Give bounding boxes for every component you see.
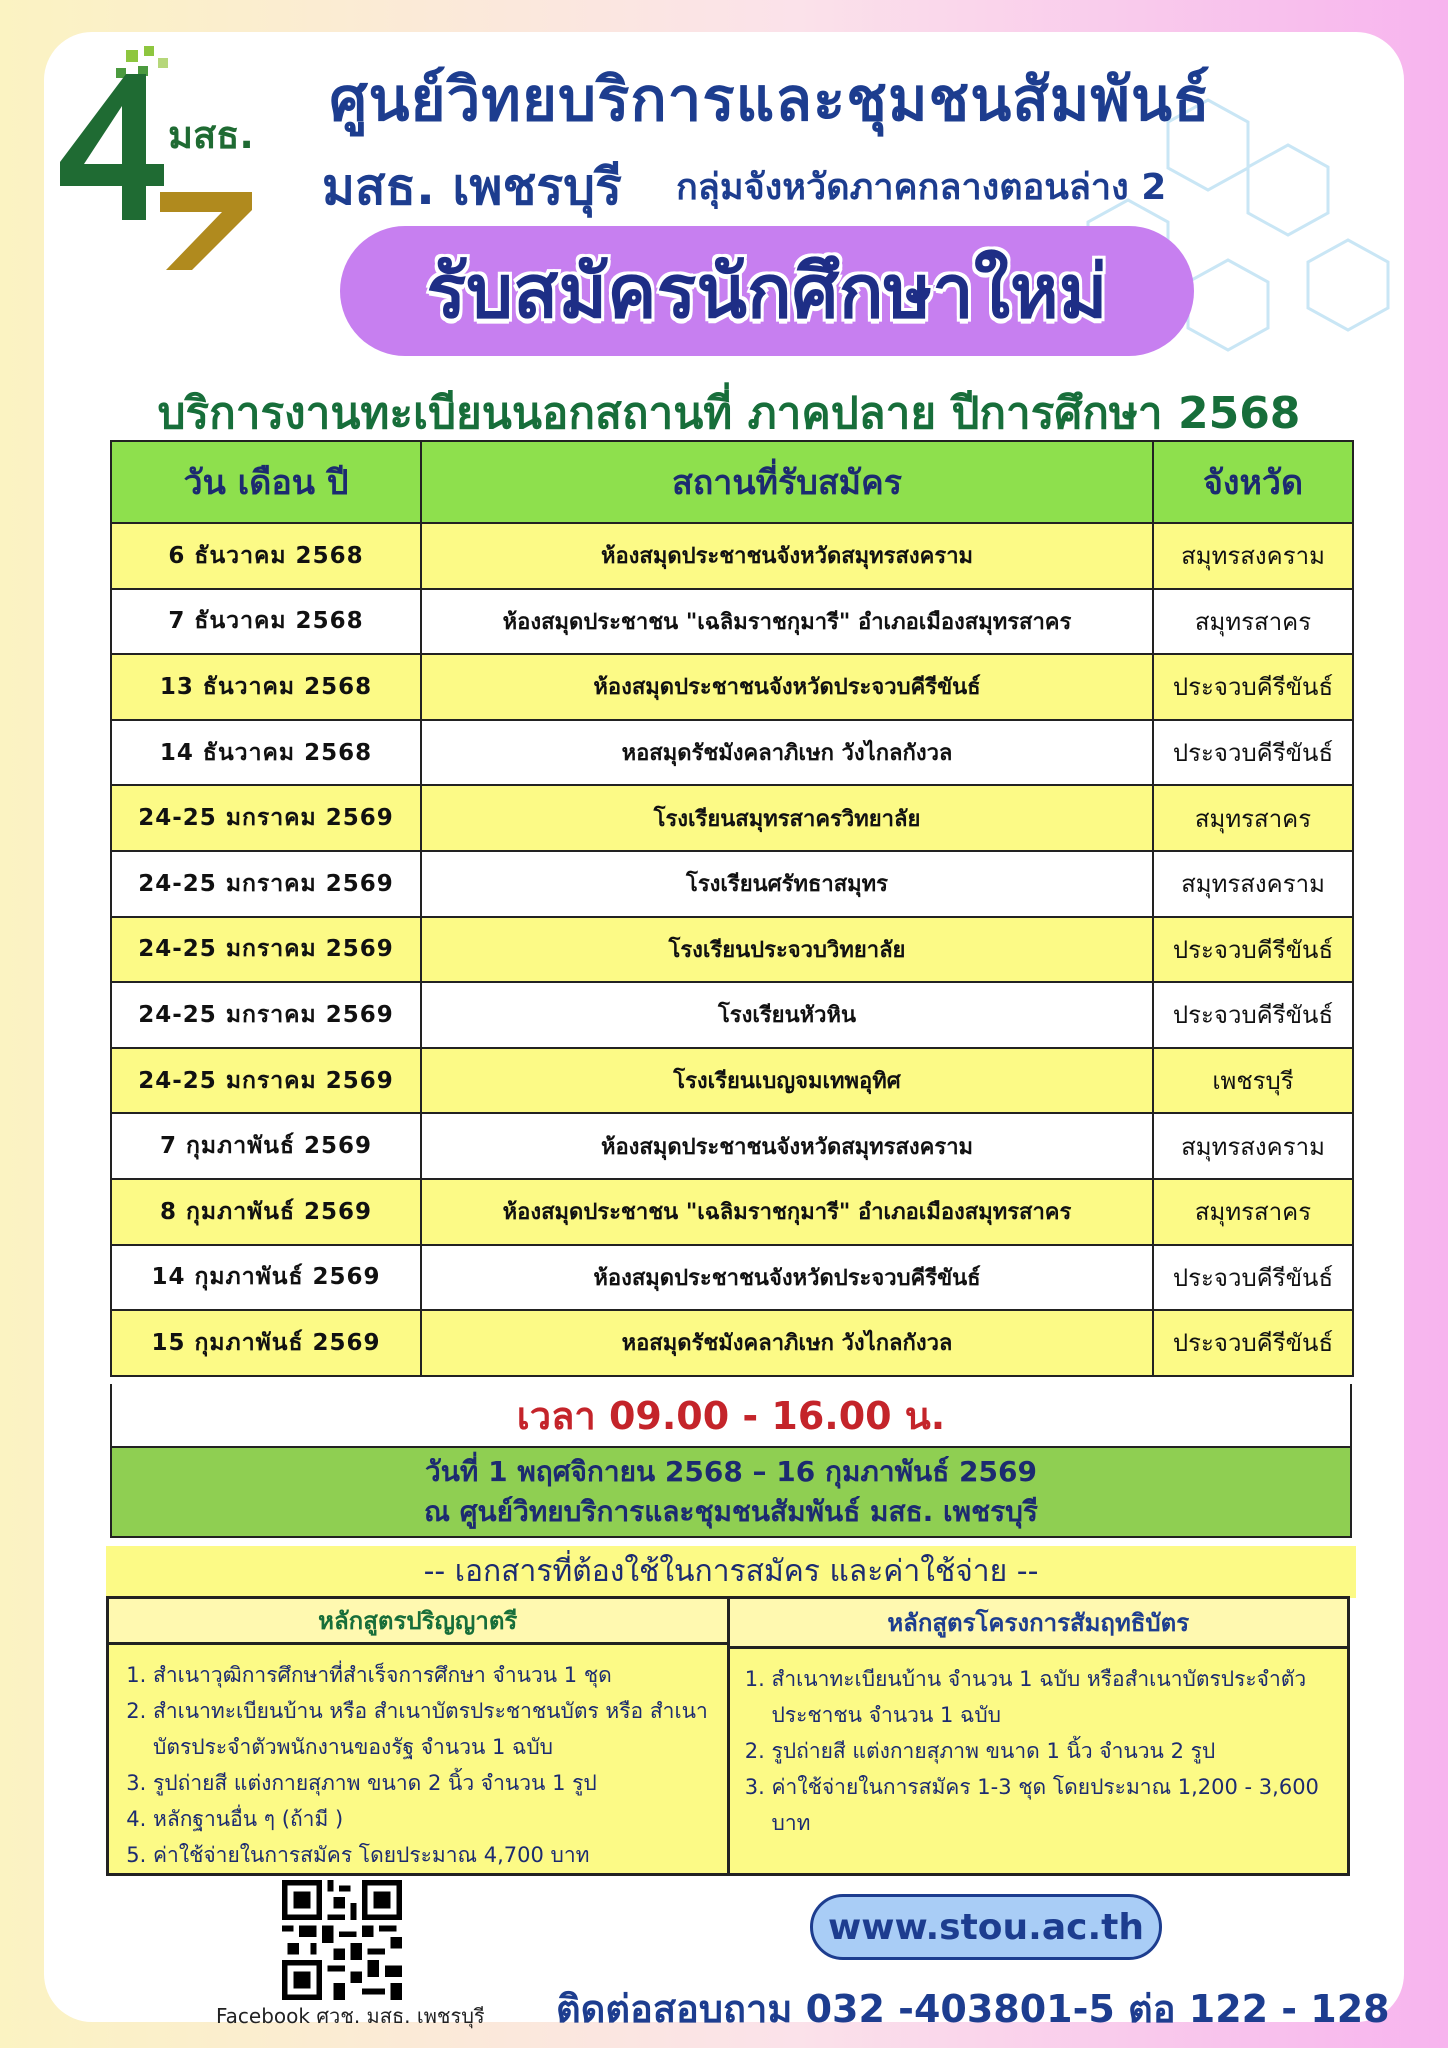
header-place: สถานที่รับสมัคร <box>421 441 1153 523</box>
recruit-banner-text: รับสมัครนักศึกษาใหม่ <box>426 249 1108 335</box>
list-item: 3. ค่าใช้จ่ายในการสมัคร 1-3 ชุด โดยประมาณ 1,200 - 3,600 บาท <box>772 1769 1334 1841</box>
row-province: ประจวบคีรีขันธ์ <box>1153 654 1353 720</box>
row-place: ห้องสมุดประชาชนจังหวัดสมุทรสงคราม <box>421 1113 1153 1179</box>
table-row <box>111 1310 1353 1376</box>
service-hours: เวลา 09.00 - 16.00 น. <box>110 1384 1352 1448</box>
row-date: 15 กุมภาพันธ์ 2569 <box>111 1310 421 1376</box>
row-place: ห้องสมุดประชาชนจังหวัดประจวบคีรีขันธ์ <box>421 1245 1153 1311</box>
row-date: 24-25 มกราคม 2569 <box>111 982 421 1048</box>
row-province: ประจวบคีรีขันธ์ <box>1153 917 1353 983</box>
row-place: โรงเรียนหัวหิน <box>421 982 1153 1048</box>
header-date: วัน เดือน ปี <box>111 441 421 523</box>
table-row <box>111 720 1353 786</box>
region-group: กลุ่มจังหวัดภาคกลางตอนล่าง 2 <box>676 167 1167 208</box>
row-date: 24-25 มกราคม 2569 <box>111 785 421 851</box>
row-date: 8 กุมภาพันธ์ 2569 <box>111 1179 421 1245</box>
certificate-list <box>730 1649 1348 1841</box>
row-province: ประจวบคีรีขันธ์ <box>1153 1245 1353 1311</box>
contact-phone: ติดต่อสอบถาม 032 -403801-5 ต่อ 122 - 128 <box>556 1987 1390 2031</box>
table-row <box>111 1245 1353 1311</box>
row-place: ห้องสมุดประชาชน "เฉลิมราชกุมารี" อำเภอเมืองสมุทรสาคร <box>421 1179 1153 1245</box>
table-row <box>111 851 1353 917</box>
logo-tag: มสธ. <box>168 113 254 157</box>
table-row <box>111 1113 1353 1179</box>
row-province: สมุทรสงคราม <box>1153 1113 1353 1179</box>
campus-name: มสธ. เพชรบุรี <box>322 158 622 216</box>
table-row <box>111 523 1353 589</box>
list-item: 1. สำเนาวุฒิการศึกษาที่สำเร็จการศึกษา จำนวน 1 ชุด <box>153 1657 713 1693</box>
period-location: ณ ศูนย์วิทยบริการและชุมชนสัมพันธ์ มสธ. เพชรบุรี <box>424 1495 1038 1528</box>
bachelor-list <box>109 1645 727 1873</box>
row-date: 13 ธันวาคม 2568 <box>111 654 421 720</box>
bachelor-column <box>109 1599 727 1873</box>
website-link[interactable]: www.stou.ac.th <box>810 1894 1162 1960</box>
center-title: ศูนย์วิทยบริการและชุมชนสัมพันธ์ <box>329 65 1211 135</box>
table-row <box>111 1048 1353 1114</box>
row-place: โรงเรียนศรัทธาสมุทร <box>421 851 1153 917</box>
table-row <box>111 982 1353 1048</box>
row-place: ห้องสมุดประชาชน "เฉลิมราชกุมารี" อำเภอเมืองสมุทรสาคร <box>421 589 1153 655</box>
row-date: 7 ธันวาคม 2568 <box>111 589 421 655</box>
list-item: 3. รูปถ่ายสี แต่งกายสุภาพ ขนาด 2 นิ้ว จำนวน 1 รูป <box>153 1765 713 1801</box>
row-province: ประจวบคีรีขันธ์ <box>1153 1310 1353 1376</box>
row-place: โรงเรียนสมุทรสาครวิทยาลัย <box>421 785 1153 851</box>
row-date: 6 ธันวาคม 2568 <box>111 523 421 589</box>
list-item: 1. สำเนาทะเบียนบ้าน จำนวน 1 ฉบับ หรือสำเนาบัตรประจำตัวประชาชน จำนวน 1 ฉบับ <box>772 1661 1334 1733</box>
schedule-table <box>110 440 1354 1377</box>
bachelor-title: หลักสูตรปริญญาตรี <box>109 1599 727 1645</box>
row-province: สมุทรสงคราม <box>1153 851 1353 917</box>
row-province: สมุทรสาคร <box>1153 785 1353 851</box>
certificate-title: หลักสูตรโครงการสัมฤทธิบัตร <box>730 1599 1348 1649</box>
row-province: เพชรบุรี <box>1153 1048 1353 1114</box>
list-item: 2. สำเนาทะเบียนบ้าน หรือ สำเนาบัตรประชาชนบัตร หรือ สำเนาบัตรประจำตัวพนักงานของรัฐ จำนวน 1 ฉบับ <box>153 1693 713 1765</box>
documents-heading: -- เอกสารที่ต้องใช้ในการสมัคร และค่าใช้จ่าย -- <box>106 1546 1356 1598</box>
facebook-label: Facebook ศวช. มสธ. เพชรบุรี <box>216 2004 485 2028</box>
list-item: 5. ค่าใช้จ่ายในการสมัคร โดยประมาณ 4,700 บาท <box>153 1837 713 1873</box>
table-row <box>111 589 1353 655</box>
row-place: หอสมุดรัชมังคลาภิเษก วังไกลกังวล <box>421 720 1153 786</box>
facebook-qr-code[interactable] <box>282 1880 402 2000</box>
list-item: 4. หลักฐานอื่น ๆ (ถ้ามี ) <box>153 1801 713 1837</box>
period-dates: วันที่ 1 พฤศจิกายน 2568 – 16 กุมภาพันธ์ 2569 <box>425 1455 1037 1488</box>
row-province: ประจวบคีรีขันธ์ <box>1153 982 1353 1048</box>
header-province: จังหวัด <box>1153 441 1353 523</box>
row-place: ห้องสมุดประชาชนจังหวัดประจวบคีรีขันธ์ <box>421 654 1153 720</box>
table-header-row <box>111 441 1353 523</box>
table-row <box>111 785 1353 851</box>
row-date: 7 กุมภาพันธ์ 2569 <box>111 1113 421 1179</box>
row-date: 24-25 มกราคม 2569 <box>111 917 421 983</box>
service-subtitle: บริการงานทะเบียนนอกสถานที่ ภาคปลาย ปีการศึกษา 2568 <box>157 388 1301 439</box>
row-province: สมุทรสงคราม <box>1153 523 1353 589</box>
row-place: หอสมุดรัชมังคลาภิเษก วังไกลกังวล <box>421 1310 1153 1376</box>
row-date: 24-25 มกราคม 2569 <box>111 851 421 917</box>
row-province: สมุทรสาคร <box>1153 589 1353 655</box>
row-date: 14 ธันวาคม 2568 <box>111 720 421 786</box>
row-date: 14 กุมภาพันธ์ 2569 <box>111 1245 421 1311</box>
row-date: 24-25 มกราคม 2569 <box>111 1048 421 1114</box>
list-item: 2. รูปถ่ายสี แต่งกายสุภาพ ขนาด 1 นิ้ว จำนวน 2 รูป <box>772 1733 1334 1769</box>
table-row <box>111 917 1353 983</box>
row-province: ประจวบคีรีขันธ์ <box>1153 720 1353 786</box>
row-province: สมุทรสาคร <box>1153 1179 1353 1245</box>
application-period <box>110 1448 1352 1538</box>
row-place: ห้องสมุดประชาชนจังหวัดสมุทรสงคราม <box>421 523 1153 589</box>
certificate-column <box>727 1599 1348 1873</box>
table-row <box>111 654 1353 720</box>
row-place: โรงเรียนประจวบวิทยาลัย <box>421 917 1153 983</box>
row-place: โรงเรียนเบญจมเทพอุทิศ <box>421 1048 1153 1114</box>
recruit-banner <box>340 226 1194 356</box>
table-row <box>111 1179 1353 1245</box>
documents-table <box>106 1596 1350 1876</box>
